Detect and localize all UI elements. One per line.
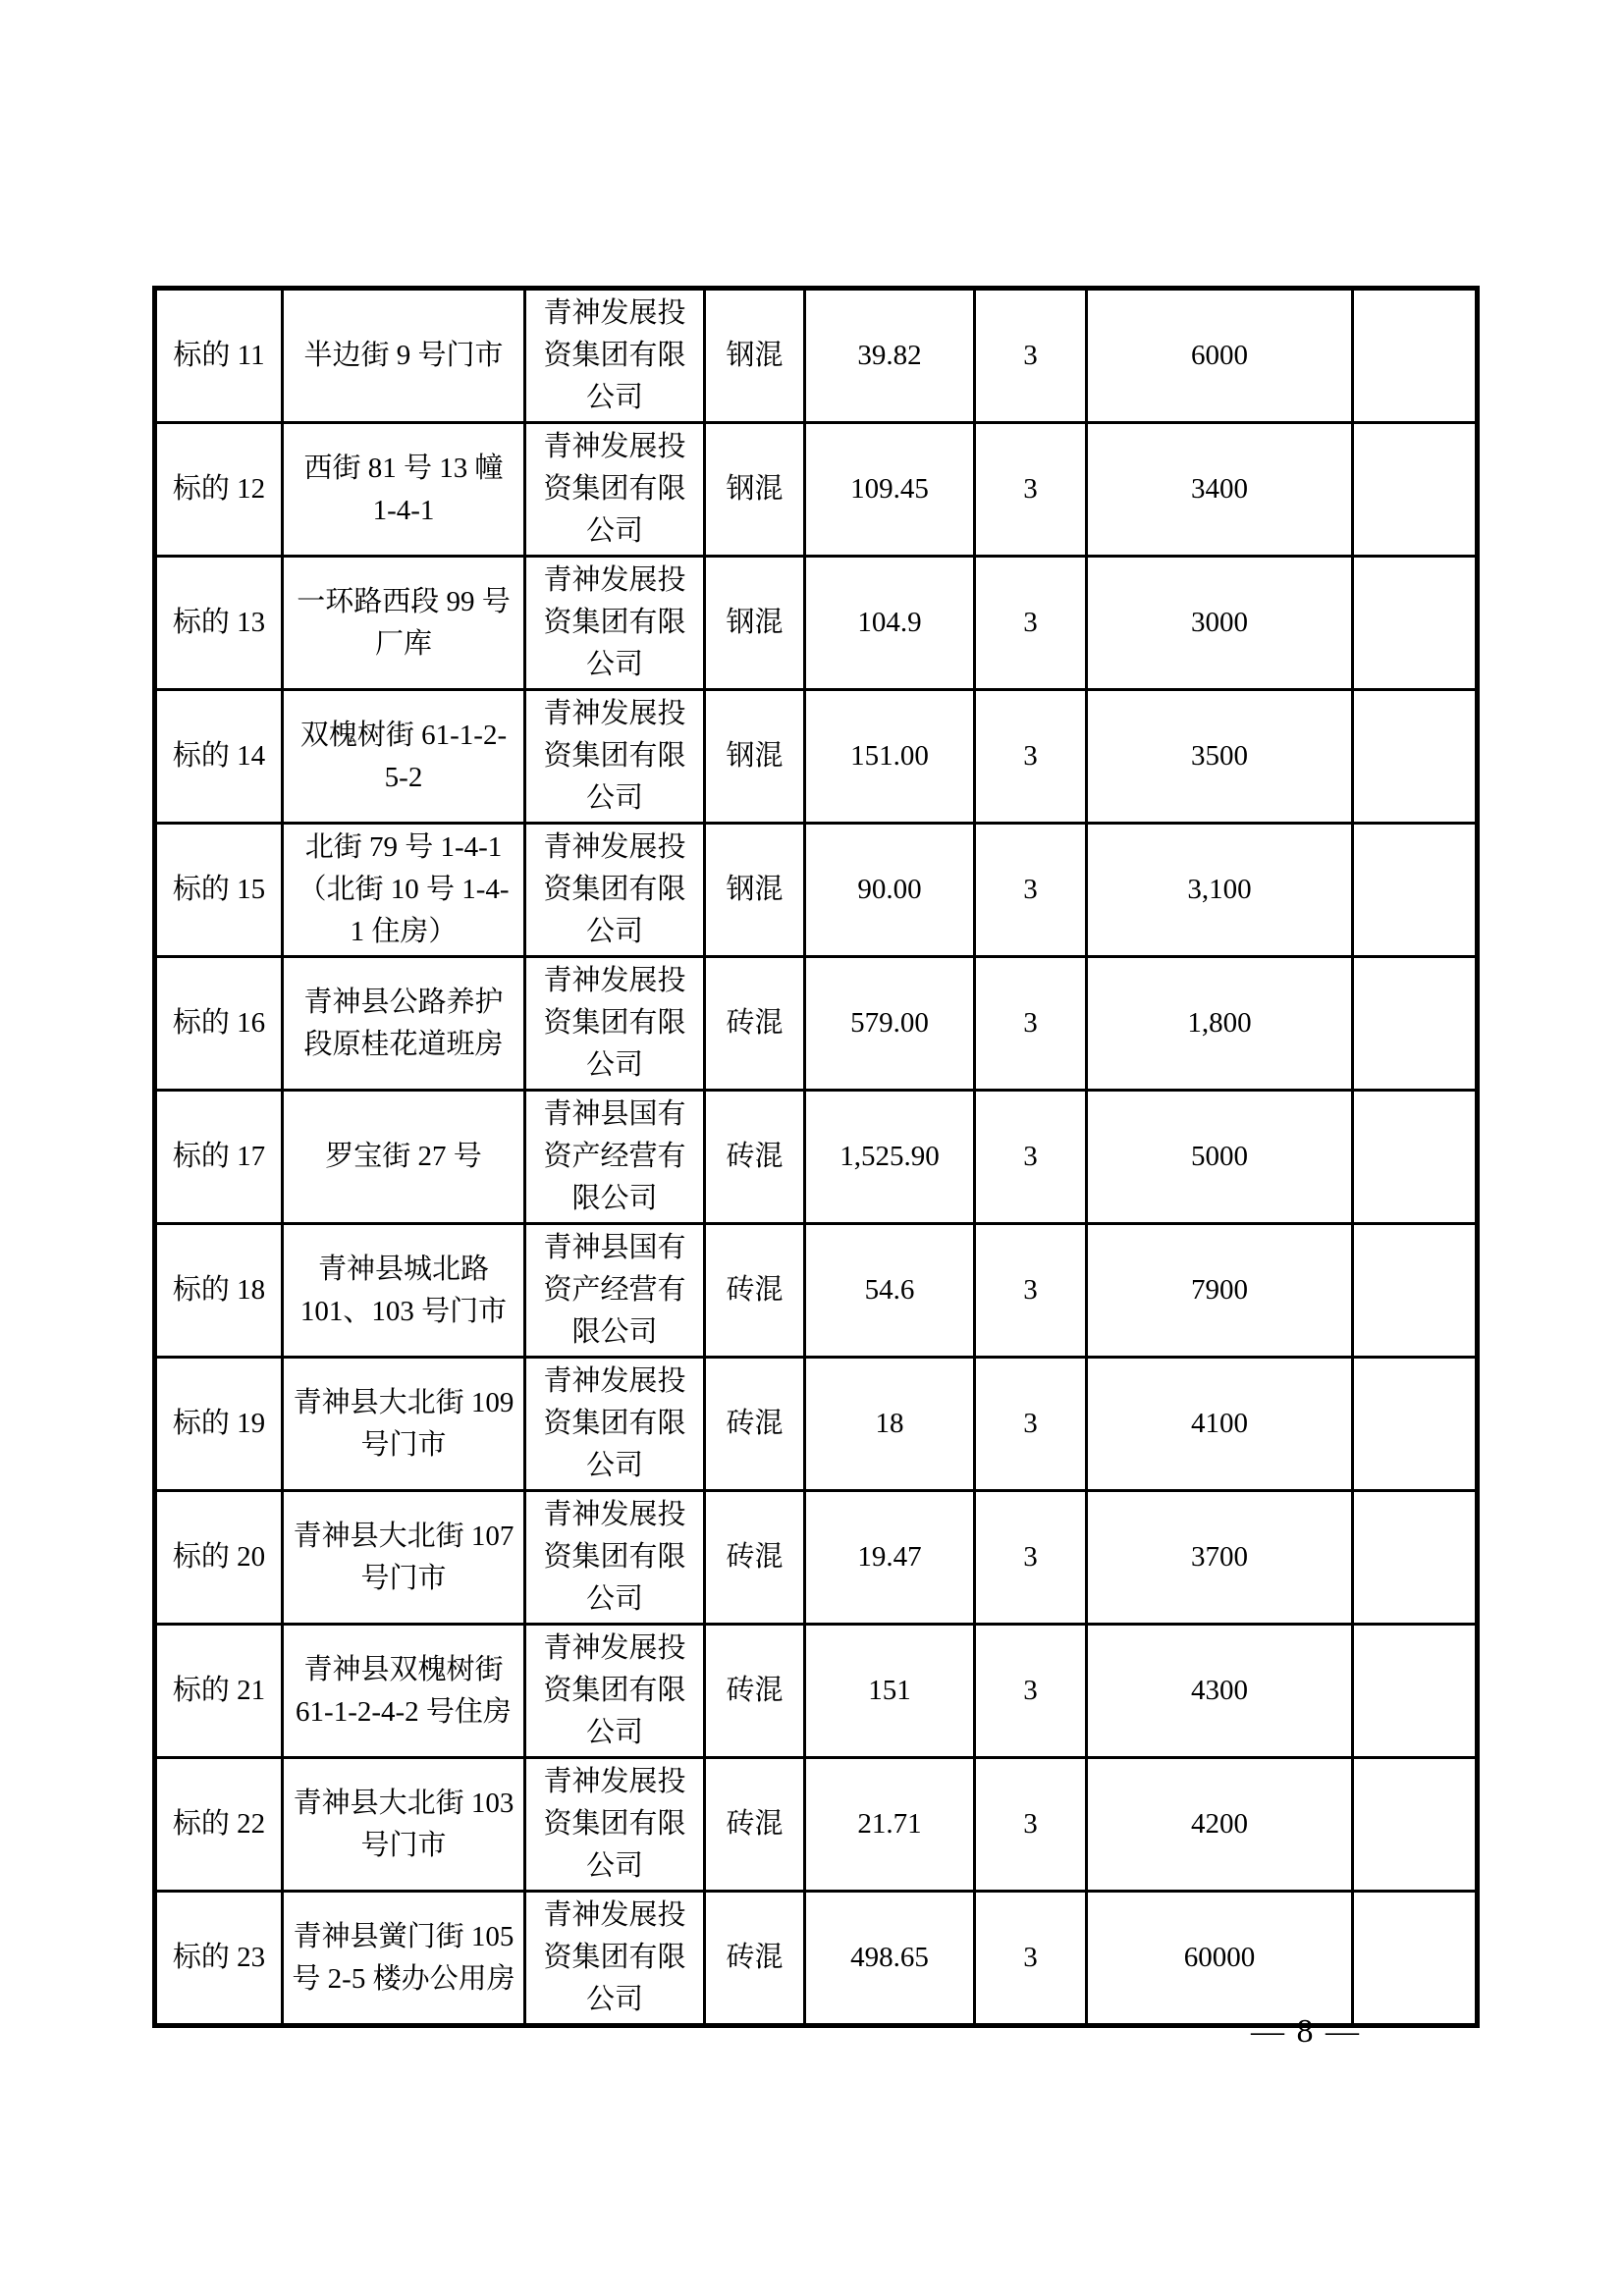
table-row [155, 1892, 1478, 2026]
cell-area-value: 109.45 [805, 423, 975, 557]
cell-lot-id: 标的 20 [155, 1491, 283, 1625]
cell-count-value: 3 [975, 1091, 1087, 1224]
cell-property-address: 青神县大北街 109 号门市 [283, 1358, 525, 1491]
cell-lot-id: 标的 15 [155, 824, 283, 957]
cell-price-value: 3400 [1087, 423, 1353, 557]
cell-count-value: 3 [975, 557, 1087, 690]
cell-structure-type: 钢混 [705, 289, 805, 423]
cell-count-value: 3 [975, 1224, 1087, 1358]
cell-property-address: 青神县双槐树街 61-1-2-4-2 号住房 [283, 1625, 525, 1758]
table-row [155, 1625, 1478, 1758]
cell-area-value: 39.82 [805, 289, 975, 423]
cell-owner-company: 青神发展投资集团有限公司 [525, 1758, 705, 1892]
cell-structure-type: 钢混 [705, 557, 805, 690]
cell-price-value: 4200 [1087, 1758, 1353, 1892]
cell-property-address: 青神县大北街 103 号门市 [283, 1758, 525, 1892]
cell-empty-note [1353, 1892, 1478, 2026]
cell-empty-note [1353, 690, 1478, 824]
cell-property-address: 罗宝街 27 号 [283, 1091, 525, 1224]
cell-count-value: 3 [975, 1758, 1087, 1892]
cell-area-value: 21.71 [805, 1758, 975, 1892]
cell-structure-type: 砖混 [705, 1358, 805, 1491]
cell-property-address: 青神县城北路 101、103 号门市 [283, 1224, 525, 1358]
cell-price-value: 60000 [1087, 1892, 1353, 2026]
cell-structure-type: 砖混 [705, 1091, 805, 1224]
cell-count-value: 3 [975, 1358, 1087, 1491]
cell-price-value: 5000 [1087, 1091, 1353, 1224]
cell-lot-id: 标的 17 [155, 1091, 283, 1224]
cell-lot-id: 标的 13 [155, 557, 283, 690]
table-row [155, 824, 1478, 957]
cell-property-address: 双槐树街 61-1-2-5-2 [283, 690, 525, 824]
cell-property-address: 半边街 9 号门市 [283, 289, 525, 423]
cell-price-value: 3700 [1087, 1491, 1353, 1625]
cell-price-value: 1,800 [1087, 957, 1353, 1091]
cell-count-value: 3 [975, 690, 1087, 824]
table-row [155, 690, 1478, 824]
table-row [155, 1224, 1478, 1358]
cell-area-value: 579.00 [805, 957, 975, 1091]
assets-table [152, 286, 1480, 2028]
page-number: — 8 — [1251, 2013, 1361, 2050]
cell-area-value: 1,525.90 [805, 1091, 975, 1224]
cell-property-address: 一环路西段 99 号 厂库 [283, 557, 525, 690]
cell-count-value: 3 [975, 957, 1087, 1091]
cell-empty-note [1353, 1358, 1478, 1491]
cell-area-value: 151 [805, 1625, 975, 1758]
cell-count-value: 3 [975, 1892, 1087, 2026]
cell-count-value: 3 [975, 824, 1087, 957]
cell-property-address: 北街 79 号 1-4-1 （北街 10 号 1-4-1 住房） [283, 824, 525, 957]
cell-owner-company: 青神发展投资集团有限公司 [525, 1625, 705, 1758]
cell-owner-company: 青神县国有资产经营有限公司 [525, 1224, 705, 1358]
table-row [155, 289, 1478, 423]
cell-lot-id: 标的 11 [155, 289, 283, 423]
cell-lot-id: 标的 14 [155, 690, 283, 824]
table-row [155, 957, 1478, 1091]
cell-lot-id: 标的 22 [155, 1758, 283, 1892]
cell-empty-note [1353, 1224, 1478, 1358]
table-row [155, 557, 1478, 690]
cell-empty-note [1353, 1091, 1478, 1224]
cell-structure-type: 砖混 [705, 1758, 805, 1892]
cell-owner-company: 青神发展投资集团有限公司 [525, 423, 705, 557]
cell-property-address: 青神县大北街 107 号门市 [283, 1491, 525, 1625]
cell-area-value: 151.00 [805, 690, 975, 824]
cell-count-value: 3 [975, 1625, 1087, 1758]
table-row [155, 1491, 1478, 1625]
cell-empty-note [1353, 557, 1478, 690]
cell-area-value: 54.6 [805, 1224, 975, 1358]
cell-price-value: 6000 [1087, 289, 1353, 423]
table-body [155, 289, 1478, 2026]
cell-price-value: 4300 [1087, 1625, 1353, 1758]
cell-area-value: 104.9 [805, 557, 975, 690]
cell-price-value: 4100 [1087, 1358, 1353, 1491]
cell-structure-type: 钢混 [705, 824, 805, 957]
cell-structure-type: 砖混 [705, 1491, 805, 1625]
cell-structure-type: 砖混 [705, 957, 805, 1091]
cell-empty-note [1353, 1491, 1478, 1625]
cell-lot-id: 标的 16 [155, 957, 283, 1091]
cell-owner-company: 青神发展投资集团有限公司 [525, 1892, 705, 2026]
cell-owner-company: 青神发展投资集团有限公司 [525, 289, 705, 423]
table-row [155, 1091, 1478, 1224]
cell-owner-company: 青神发展投资集团有限公司 [525, 1358, 705, 1491]
cell-count-value: 3 [975, 423, 1087, 557]
cell-price-value: 3000 [1087, 557, 1353, 690]
cell-structure-type: 砖混 [705, 1224, 805, 1358]
cell-empty-note [1353, 824, 1478, 957]
cell-owner-company: 青神县国有资产经营有限公司 [525, 1091, 705, 1224]
cell-area-value: 498.65 [805, 1892, 975, 2026]
cell-area-value: 18 [805, 1358, 975, 1491]
cell-price-value: 3,100 [1087, 824, 1353, 957]
cell-structure-type: 砖混 [705, 1625, 805, 1758]
cell-price-value: 3500 [1087, 690, 1353, 824]
cell-owner-company: 青神发展投资集团有限公司 [525, 690, 705, 824]
cell-owner-company: 青神发展投资集团有限公司 [525, 824, 705, 957]
cell-empty-note [1353, 423, 1478, 557]
cell-lot-id: 标的 18 [155, 1224, 283, 1358]
cell-lot-id: 标的 23 [155, 1892, 283, 2026]
table-row [155, 1758, 1478, 1892]
cell-owner-company: 青神发展投资集团有限公司 [525, 1491, 705, 1625]
table-row [155, 1358, 1478, 1491]
cell-area-value: 19.47 [805, 1491, 975, 1625]
cell-structure-type: 钢混 [705, 690, 805, 824]
cell-empty-note [1353, 1758, 1478, 1892]
cell-count-value: 3 [975, 289, 1087, 423]
cell-property-address: 青神县公路养护段原桂花道班房 [283, 957, 525, 1091]
table-row [155, 423, 1478, 557]
cell-property-address: 西街 81 号 13 幢 1-4-1 [283, 423, 525, 557]
cell-owner-company: 青神发展投资集团有限公司 [525, 557, 705, 690]
cell-empty-note [1353, 957, 1478, 1091]
cell-lot-id: 标的 19 [155, 1358, 283, 1491]
cell-price-value: 7900 [1087, 1224, 1353, 1358]
cell-count-value: 3 [975, 1491, 1087, 1625]
cell-structure-type: 砖混 [705, 1892, 805, 2026]
cell-empty-note [1353, 289, 1478, 423]
cell-area-value: 90.00 [805, 824, 975, 957]
cell-lot-id: 标的 12 [155, 423, 283, 557]
cell-owner-company: 青神发展投资集团有限公司 [525, 957, 705, 1091]
cell-empty-note [1353, 1625, 1478, 1758]
cell-lot-id: 标的 21 [155, 1625, 283, 1758]
cell-structure-type: 钢混 [705, 423, 805, 557]
cell-property-address: 青神县黉门街 105 号 2-5 楼办公用房 [283, 1892, 525, 2026]
